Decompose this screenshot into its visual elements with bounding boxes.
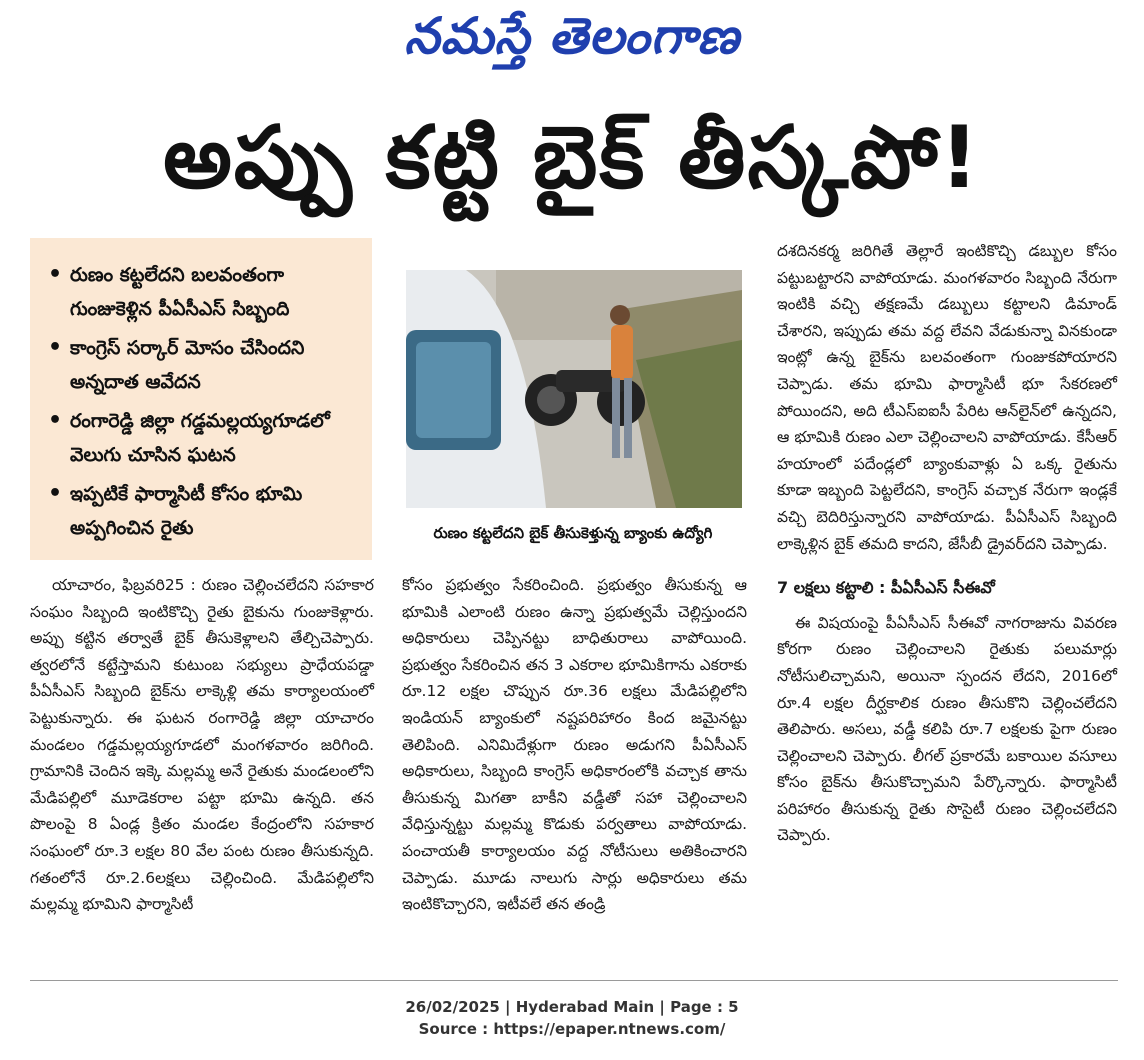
- masthead-logo: నమస్తే తెలంగాణ: [404, 6, 740, 65]
- article-column-3: దశదినకర్మ జరిగితే తెల్లారే ఇంటికొచ్చి డబ్బుల కోసం పట్టుబట్టారని వాపోయాడు. మంగళవారం సిబ్బంది నేరుగా ఇంటికి వచ్చి తక్షణమే డబ్బులు కట్టాలని డిమాండ్ చేశారని, ఇప్పుడు తమ వద్ద లేవని వేడుకున్నా వినకుండా ఇంట్లో ఉన్న బైక్‌ను బలవంతంగా గుంజుకపోయారని చెప్పాడు. తమ భూమి ఫార్మాసిటీ భూ సేకరణలో పోయిందని, అది టీఎస్ఐఐసీ పేరిట ఆన్‌లైన్‌లో ఉన్నదని, ఆ భూమికి రుణం ఎలా చెల్లించాలని వాపోయాడు. కేసీఆర్ హయాంలో పదేండ్లలో బ్యాంకువాళ్లు ఏ ఒక్క రైతును కూడా ఇబ్బంది పెట్టలేదని, కాంగ్రెస్ వచ్చాక నేరుగా ఇండ్లకే వచ్చి బెదిరిస్తున్నారని వాపోయాడు. పీఏసీఎస్ సిబ్బంది లాక్కెళ్లిన బైక్ తమది కాదని, జేసీబీ డ్రైవర్‌దని చెప్పాడు. 7 లక్షలు కట్టాలి : పీఏసీఎస్ సీఈవో ఈ విషయంపై పీఏసీఎస్ సీఈవో నాగరాజును వివరణ కోరగా రుణం చెల్లించాలని రైతుకు పలుమార్లు నోటీసులిచ్చామని, అయినా స్పందన లేదని, 2016లో రూ.4 లక్షల దీర్ఘకాలిక రుణం తీసుకొని చెల్లించలేదని తెలిపారు. అసలు, వడ్డీ కలిపి రూ.7 లక్షలకు పైగా రుణం చెల్లించాలని చెప్పారు. లీగల్ ప్రకారమే బకాయిల వసూలు కోసం బైక్‌ను తీసుకొచ్చామని పేర్కొన్నారు. ఫార్మాసిటీ పరిహారం తీసుకున్న రైతు సొసైటీ రుణం చెల్లించలేదని చెప్పారు.: [777, 242, 1117, 845]
- bullet-icon: •: [48, 335, 63, 360]
- article-column-2: కోసం ప్రభుత్వం సేకరించింది. ప్రభుత్వం తీసుకున్న ఆ భూమికి ఎలాంటి రుణం ఉన్నా ప్రభుత్వమే చెల్లిస్తుందని అధికారులు చెప్పినట్టు బాధితురాలు వాపోయింది. ప్రభుత్వం సేకరించిన తన 3 ఎకరాల భూమికిగాను ఎకరాకు రూ.12 లక్షల చొప్పున రూ.36 లక్షలు మేడిపల్లిలోని ఇండియన్ బ్యాంకులో నష్టపరిహారం కింద జమైనట్టు తెలిపింది. ఎనిమిదేళ్లుగా రుణం అడుగని పీఏసీఎస్ అధికారులు, సిబ్బంది కాంగ్రెస్ అధికారంలోకి వచ్చాక తాను తీసుకున్న మిగతా బాకీని వడ్డీతో సహా చెల్లించాలని వేధిస్తున్నట్టు మల్లమ్మ కొడుకు పర్వతాలు వాపోయాడు. పంచాయతీ కార్యాలయం వద్ద నోటీసులు అతికించారని చెప్పాడు. మూడు నాలుగు సార్లు అధికారులు తమ ఇంటికొచ్చారని, ఇటీవలే తన తండ్రి: [402, 576, 747, 914]
- photo-caption: రుణం కట్టలేదని బైక్ తీసుకెళ్తున్న బ్యాంకు ఉద్యోగి: [433, 524, 713, 542]
- highlight-item: • కాంగ్రెస్ సర్కార్ మోసం చేసిందని అన్నదాత ఆవేదన: [48, 331, 362, 399]
- photo-illustration: [406, 270, 742, 508]
- footer-date-page: 26/02/2025 | Hyderabad Main | Page : 5: [405, 998, 739, 1016]
- highlights-box: [30, 238, 372, 560]
- news-photo: [406, 270, 742, 508]
- bullet-icon: •: [48, 262, 63, 287]
- highlight-item: • ఇప్పటికే ఫార్మాసిటీ కోసం భూమి అప్పగించిన రైతు: [48, 477, 362, 545]
- footer-source[interactable]: Source : https://epaper.ntnews.com/: [418, 1020, 726, 1038]
- footer-divider: [30, 980, 1118, 981]
- highlight-item: • రుణం కట్టలేదని బలవంతంగా గుంజుకెళ్లిన పీఏసీఎస్ సిబ్బంది: [48, 258, 362, 326]
- highlight-item: • రంగారెడ్డి జిల్లా గడ్డమల్లయ్యగూడలో వెలుగు చూసిన ఘటన: [48, 404, 362, 472]
- bullet-icon: •: [48, 481, 63, 506]
- headline: అప్పు కట్టి బైక్ తీస్కపో!: [163, 108, 981, 208]
- article-subheading: 7 లక్షలు కట్టాలి : పీఏసీఎస్ సీఈవో: [777, 578, 995, 598]
- bullet-icon: •: [48, 408, 63, 433]
- footer: [0, 996, 1144, 1040]
- article-column-1: యాచారం, ఫిబ్రవరి25 : రుణం చెల్లించలేదని సహకార సంఘం సిబ్బంది ఇంటికొచ్చి రైతు బైకును గుంజుకెళ్లారు. అప్పు కట్టిన తర్వాతే బైక్ తీసుకెళ్లాలని తేల్చిచెప్పారు. త్వరలోనే కట్టేస్తామని కుటుంబ సభ్యులు ప్రాధేయపడ్డా పీఏసీఎస్ సిబ్బంది బైక్‌ను లాక్కెళ్లి తమ కార్యాలయంలో పెట్టుకున్నారు. ఈ ఘటన రంగారెడ్డి జిల్లా యాచారం మండలం గడ్డమల్లయ్యగూడలో మంగళవారం జరిగింది. గ్రామానికి చెందిన ఇక్కె మల్లమ్మ అనే రైతుకు మండలంలోని మేడిపల్లిలో మూడెకరాల పట్టా భూమి ఉన్నది. తన పొలంపై 8 ఏండ్ల క్రితం మండల కేంద్రంలోని సహకార సంఘంలో రూ.3 లక్షల 80 వేల పంట రుణం తీసుకున్నది. గతంలోనే రూ.2.6లక్షలు చెల్లించింది. మేడిపల్లిలోని మల్లమ్మ భూమిని ఫార్మాసిటీ: [30, 576, 374, 914]
